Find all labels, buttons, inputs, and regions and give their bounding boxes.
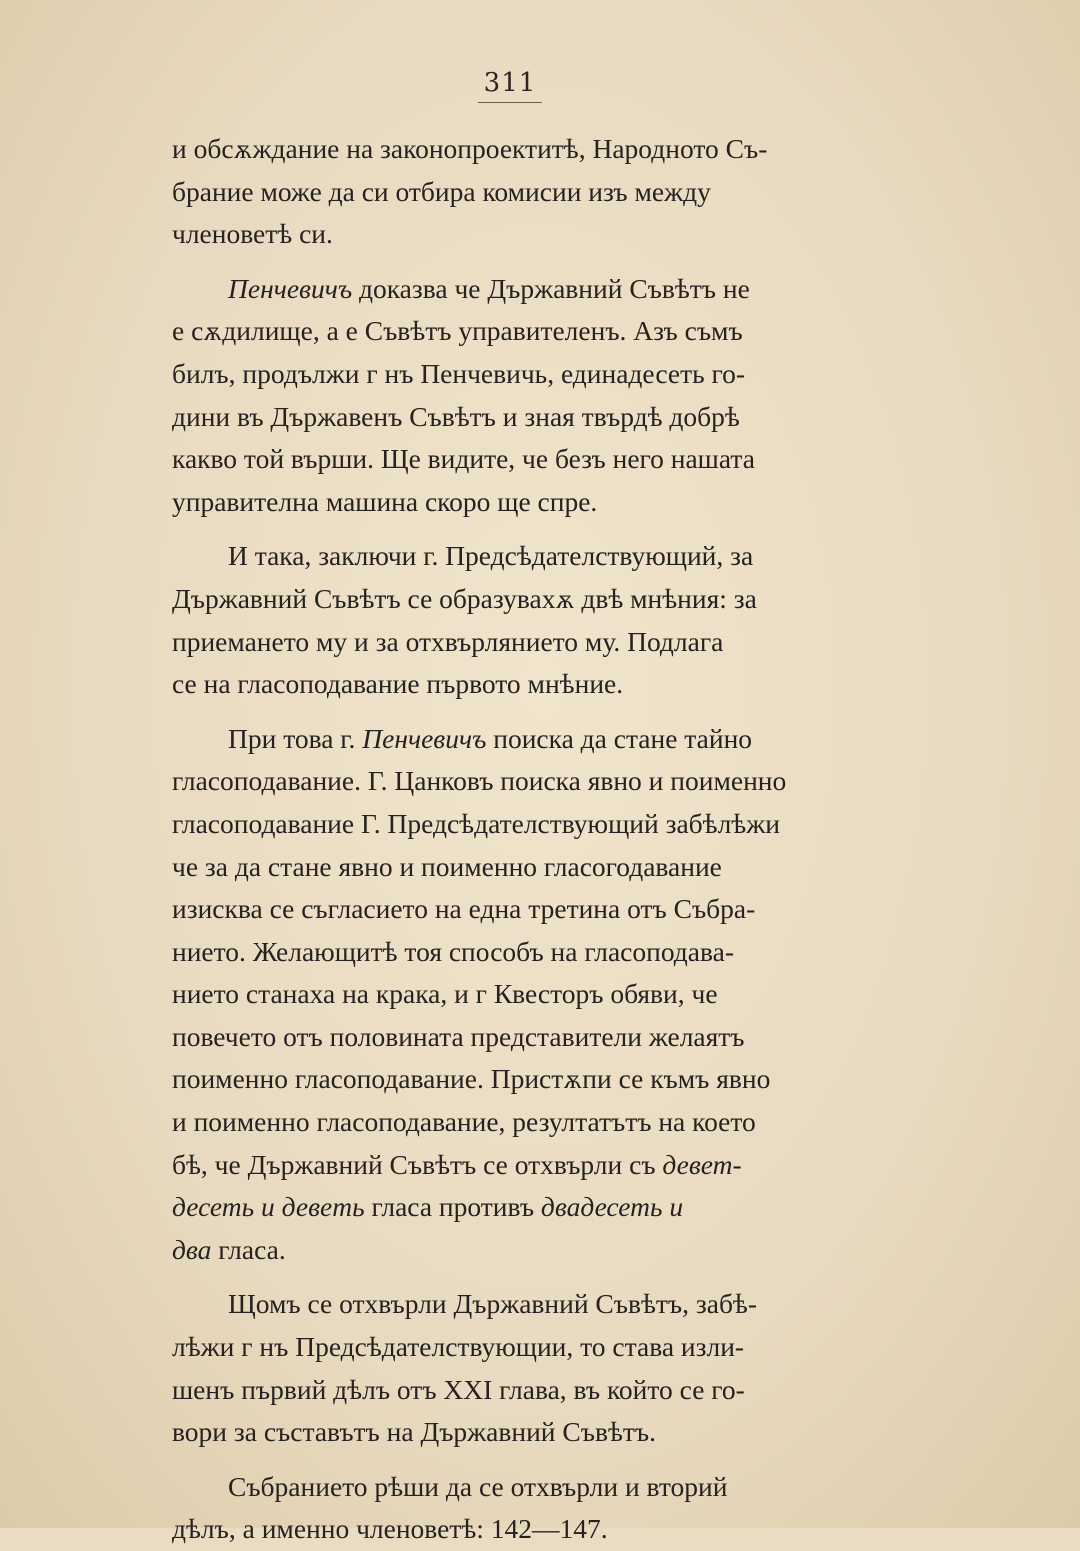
text-line [172,1508,852,1551]
text-line [172,396,852,439]
text-line [172,1058,852,1101]
italic-text: Пенчевичъ [228,272,353,304]
text-line [172,1283,852,1326]
line-text: доказва че Държавний Съвѣтъ не [352,272,750,304]
line-text: Държавний Съвѣтъ се образувахѫ двѣ мнѣния: за [172,582,757,614]
paragraph-3 [172,535,852,705]
line-text: шенъ първий дѣлъ отъ XXI глава, въ който се го- [172,1373,745,1405]
line-text: управителна машина скоро ще спре. [172,485,598,517]
italic-text: Пенчевичъ [362,722,487,754]
paragraph-6 [172,1466,852,1551]
line-text: поименно гласоподавание. Пристѫпи се къмъ явно [172,1063,771,1095]
text-line [172,1144,852,1187]
line-text: И така, заключи г. Предсѣдателствующий, за [228,540,754,572]
italic-text: два [172,1233,212,1265]
line-text: гласа. [211,1233,286,1265]
line-text: гласоподавание. Г. Цанковъ поиска явно и поименно [172,765,787,797]
text-line [172,1229,852,1272]
italic-text: десеть и девеmь [172,1191,365,1223]
line-text: гласоподавание Г. Предсѣдателствующий забѣлѣжи [172,807,780,839]
line-text: че за да стане явно и поименно гласогодавание [172,850,722,882]
italic-text: девет- [662,1148,742,1180]
text-line [172,621,852,664]
paragraph-1 [172,128,852,256]
paragraph-5 [172,1283,852,1453]
line-text: какво той върши. Ще видите, че безъ него нашата [172,443,755,475]
text-line [172,718,852,761]
line-text: дѣлъ, а именно членоветѣ: 142—147. [172,1513,608,1545]
italic-text: двадесеть и [540,1191,684,1223]
text-line [172,973,852,1016]
line-text: вори за съставътъ на Държавний Съвѣтъ. [172,1416,656,1448]
text-line [172,846,852,889]
text-line [172,1326,852,1369]
text-line [172,803,852,846]
line-text: повечето отъ половината представители желаятъ [172,1020,745,1052]
line-text: е сѫдилище, а е Съвѣтъ управителенъ. Азъ съмъ [172,315,743,347]
text-line [172,578,852,621]
page-number: 311 [483,68,537,98]
text-line [172,1016,852,1059]
text-line [172,1369,852,1412]
line-text: Щомъ се отхвърли Държавний Съвѣтъ, забѣ- [228,1288,758,1320]
line-text: изисква се съгласието на една третина отъ Събра- [172,893,756,925]
text-line [172,1466,852,1509]
line-text: и поименно гласоподавание, резултатътъ на което [172,1106,756,1138]
text-line [172,438,852,481]
line-text: дини въ Държавенъ Съвѣтъ и зная твърдѣ добрѣ [172,400,740,432]
text-line [172,888,852,931]
line-text: приемането му и за отхвърлянието му. Подлага [172,625,724,657]
line-text: брание може да си отбира комисии изъ между [172,175,711,207]
text-line [172,931,852,974]
line-text: гласа противъ [364,1191,541,1223]
text-line [172,171,852,214]
text-line [172,535,852,578]
text-line [172,1101,852,1144]
text-line [172,353,852,396]
line-text: се на гласоподавание първото мнѣние. [172,668,624,700]
line-text: бѣ, че Държавний Съвѣтъ се отхвърли съ [172,1148,663,1180]
paragraph-4 [172,718,852,1272]
text-line [172,213,852,256]
text-line [172,128,852,171]
line-text: членоветѣ си. [172,218,333,250]
line-text: билъ, продължи г нъ Пенчевичь, единадесеть го- [172,357,746,389]
line-text: лѣжи г нъ Предсѣдателствующии, то става изли- [172,1331,745,1363]
text-line [172,268,852,311]
line-text: При това г. [228,722,363,754]
line-text: поиска да стане тайно [486,722,753,754]
text-line [172,760,852,803]
page-text [172,128,852,1551]
text-line [172,1411,852,1454]
line-text: нието. Желающитѣ тоя способъ на гласоподава- [172,935,734,967]
text-line [172,1186,852,1229]
line-text: и обсѫждание на законопроектитѣ, Народното Съ- [172,133,768,164]
text-line [172,310,852,353]
paragraph-2 [172,268,852,524]
text-line [172,481,852,524]
line-text: нието станаха на крака, и г Квесторъ обяви, че [172,978,718,1010]
line-text: Събранието рѣши да се отхвърли и вторий [228,1470,728,1502]
text-line [172,663,852,706]
page-number-rule [478,102,542,103]
